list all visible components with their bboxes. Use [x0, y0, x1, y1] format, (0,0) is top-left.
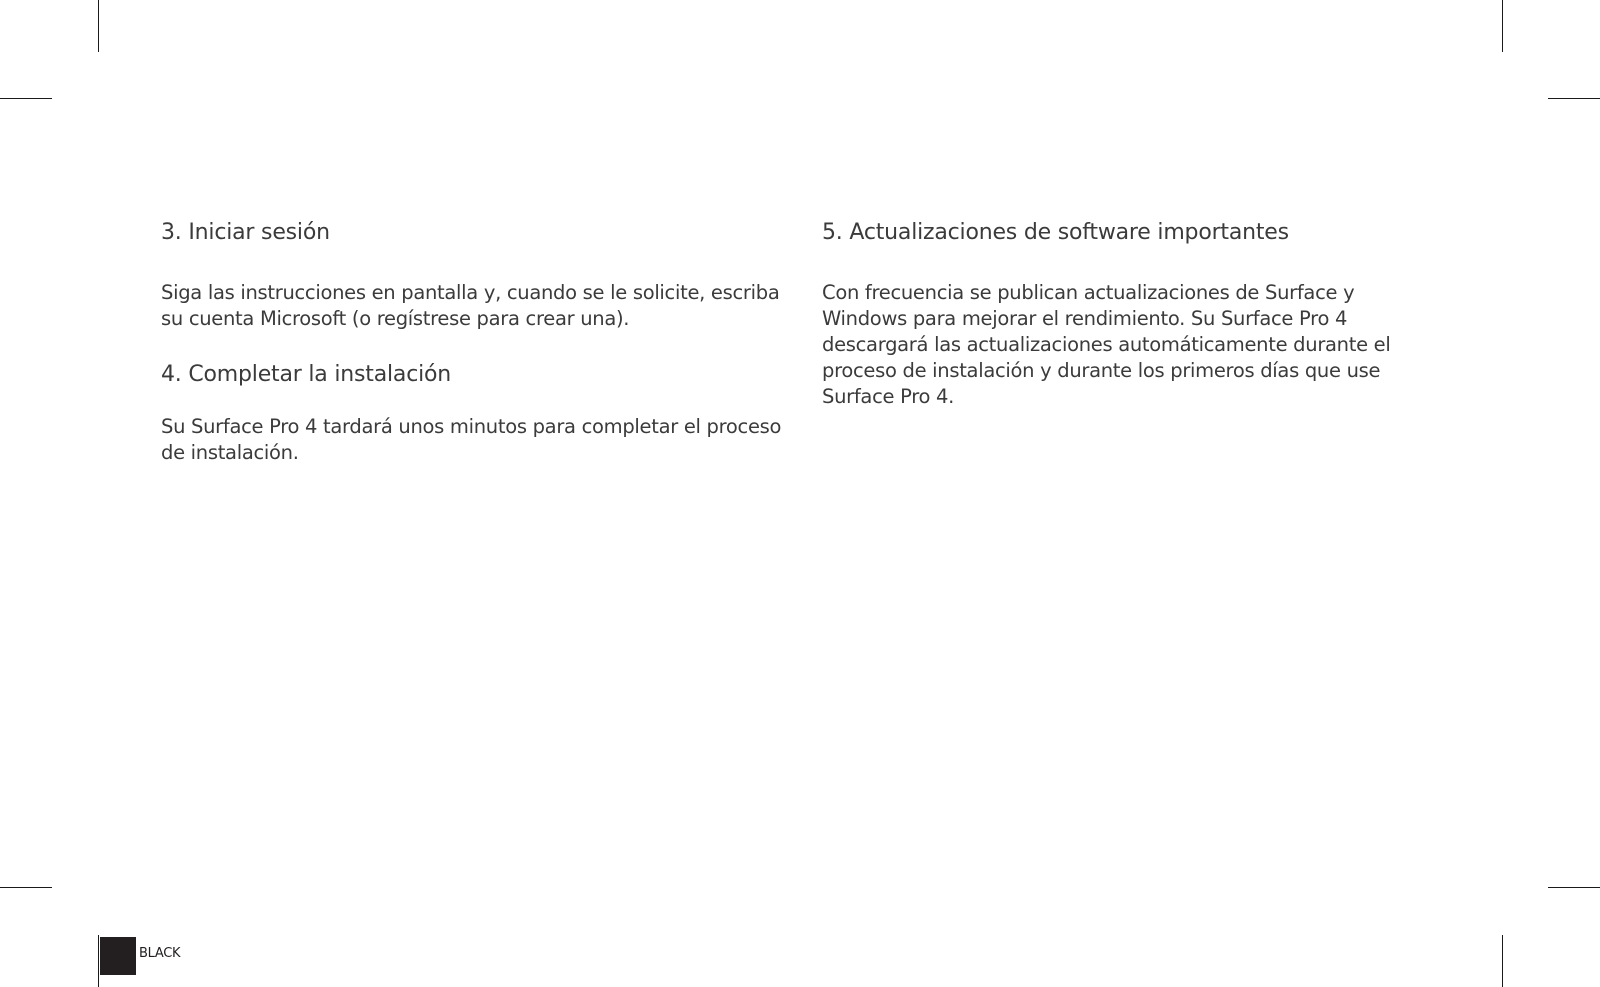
left-column	[161, 218, 791, 466]
crop-mark-top-right-horizontal	[1548, 98, 1600, 99]
crop-mark-bottom-left-horizontal	[0, 887, 52, 888]
crop-mark-bottom-right-vertical	[1502, 935, 1503, 987]
crop-mark-top-right-vertical	[1502, 0, 1503, 52]
crop-mark-top-left-horizontal	[0, 98, 52, 99]
section-4-body: Su Surface Pro 4 tardará unos minutos para completar el proceso de instalación.	[161, 415, 782, 464]
crop-mark-top-left-vertical	[98, 0, 99, 52]
section-3-heading: 3. Iniciar sesión	[161, 220, 330, 245]
crop-mark-bottom-left-vertical	[98, 935, 99, 987]
color-swatch-label: BLACK	[139, 946, 181, 961]
section-5-heading: 5. Actualizaciones de software importantes	[822, 220, 1289, 245]
right-column	[822, 218, 1422, 410]
color-swatch-black	[100, 937, 136, 975]
section-3-body: Siga las instrucciones en pantalla y, cuando se le solicite, escriba su cuenta Microsoft (o regístrese para crear una).	[161, 281, 780, 330]
crop-mark-bottom-right-horizontal	[1548, 887, 1600, 888]
section-5-body: Con frecuencia se publican actualizaciones de Surface y Windows para mejorar el rendimiento. Su Surface Pro 4 descargará las actualizaciones automáticamente durante el proceso de instalación y durante los primeros días que use Surface Pro 4.	[822, 281, 1391, 408]
section-4-heading: 4. Completar la instalación	[161, 362, 452, 387]
